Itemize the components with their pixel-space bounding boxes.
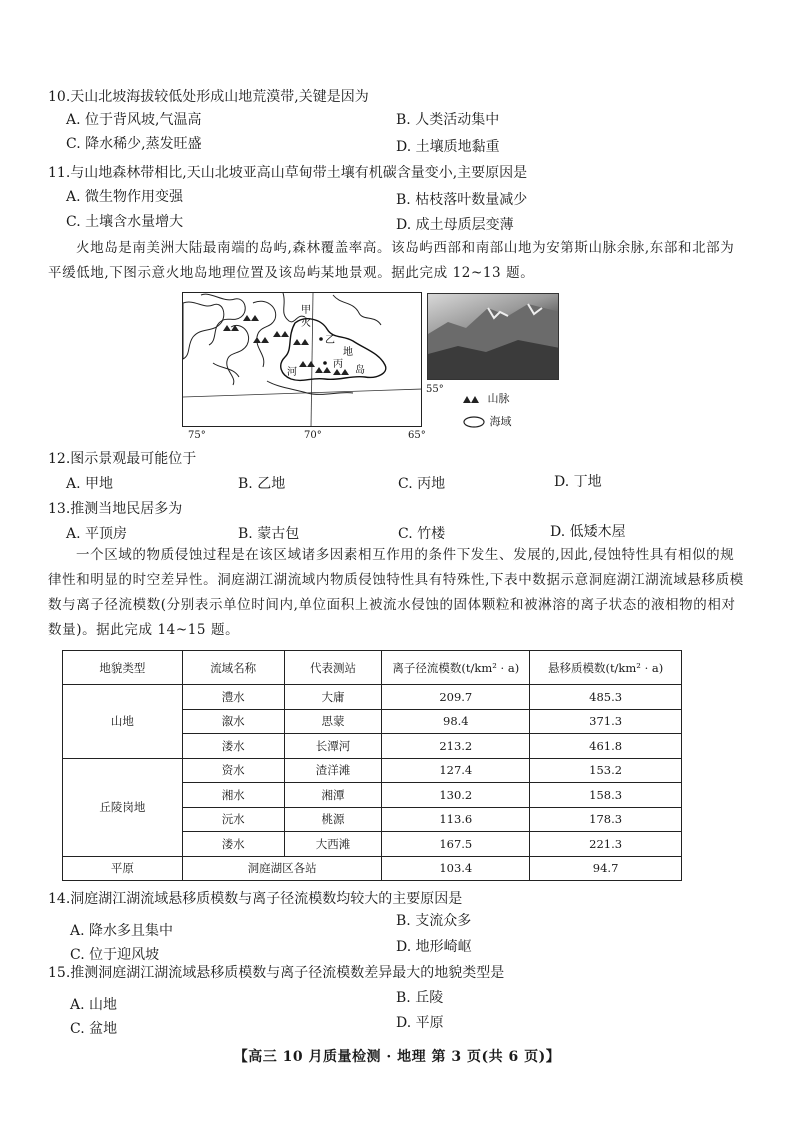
question-11-option-d: D. 成土母质层变薄 [396, 217, 514, 233]
page-footer: 【高三 10 月质量检测 · 地理 第 3 页(共 6 页)】 [233, 1049, 561, 1065]
mountain-icon [315, 367, 331, 373]
ion-runoff-value: 127.4 [382, 758, 530, 783]
longitude-label-65: 65° [408, 430, 426, 441]
question-13-option-c: C. 竹楼 [398, 526, 446, 542]
suspended-value: 221.3 [530, 832, 682, 857]
question-10-option-d: D. 土壤质地黏重 [396, 139, 500, 155]
legend-mountain-label: 山脉 [487, 392, 510, 405]
table-header-row [63, 651, 682, 685]
ion-runoff-value: 213.2 [382, 734, 530, 759]
map-label-huo: 火 [301, 318, 311, 329]
landform-hill: 丘陵岗地 [63, 758, 183, 856]
station-name: 大庸 [284, 685, 382, 710]
station-name: 渣洋滩 [284, 758, 382, 783]
suspended-value: 461.8 [530, 734, 682, 759]
question-11-stem: 11.与山地森林带相比,天山北坡亚高山草甸带土壤有机碳含量变小,主要原因是 [48, 165, 528, 181]
question-14-stem: 14.洞庭湖江湖流域悬移质模数与离子径流模数均较大的主要原因是 [48, 891, 463, 907]
question-15-option-c: C. 盆地 [70, 1021, 118, 1037]
question-10-stem: 10.天山北坡海拔较低处形成山地荒漠带,关键是因为 [48, 89, 369, 105]
ion-runoff-value: 209.7 [382, 685, 530, 710]
station-name: 桃源 [284, 807, 382, 832]
station-name: 洞庭湖区各站 [182, 856, 382, 881]
basin-name: 澧水 [182, 685, 284, 710]
question-10-option-a: A. 位于背风坡,气温高 [66, 112, 202, 128]
question-11-option-a: A. 微生物作用变强 [66, 189, 184, 205]
landform-plain: 平原 [63, 856, 183, 881]
table-header-station: 代表测站 [284, 651, 382, 685]
question-14-option-d: D. 地形崎岖 [396, 939, 472, 955]
basin-name: 溇水 [182, 734, 284, 759]
question-14-option-a: A. 降水多且集中 [70, 923, 174, 939]
latitude-label-55: 55° [426, 384, 444, 395]
mountain-icon [293, 339, 309, 345]
question-10-option-c: C. 降水稀少,蒸发旺盛 [66, 136, 202, 152]
question-13-option-d: D. 低矮木屋 [550, 524, 626, 540]
intro-paragraph-14-15-text: 一个区域的物质侵蚀过程是在该区域诸多因素相互作用的条件下发生、发展的,因此,侵蚀特性具有相似的规律性和明显的时空差异性。洞庭湖江湖流域内物质侵蚀特性具有特殊性,下表中数据示意洞庭湖江湖流域悬移质模数与离子径流模数(分别表示单位时间内,单位面积上被流水侵蚀的固体颗粒和被淋溶的离子状态的液相物的相对数量)。据此完成 14~15 题。 [48, 547, 744, 638]
longitude-label-75: 75° [188, 430, 206, 441]
map-label-di: 地 [343, 347, 353, 358]
station-name: 大西滩 [284, 832, 382, 857]
suspended-value: 158.3 [530, 783, 682, 808]
intro-paragraph-14-15 [48, 543, 748, 643]
basin-name: 沅水 [182, 807, 284, 832]
question-11-option-b: B. 枯枝落叶数量减少 [396, 192, 528, 208]
coastline [333, 295, 381, 325]
suspended-value: 94.7 [530, 856, 682, 881]
legend-mountain [462, 392, 510, 406]
table-row [63, 856, 682, 881]
table-header-landform: 地貌类型 [63, 651, 183, 685]
mountain-icon [253, 337, 269, 343]
map-label-he: 河 [287, 367, 297, 378]
station-name: 思蒙 [284, 709, 382, 734]
sea-legend-icon [462, 416, 486, 428]
intro-paragraph-12-13-text: 火地岛是南美洲大陆最南端的岛屿,森林覆盖率高。该岛屿西部和南部山地为安第斯山脉余脉,东部和北部为平缓低地,下图示意火地岛地理位置及该岛屿某地景观。据此完成 12~13 题。 [48, 240, 735, 281]
suspended-value: 485.3 [530, 685, 682, 710]
question-15-option-a: A. 山地 [70, 997, 118, 1013]
basin-name: 溇水 [182, 832, 284, 857]
station-name: 长潭河 [284, 734, 382, 759]
question-12-option-d: D. 丁地 [554, 474, 602, 490]
basin-name: 溆水 [182, 709, 284, 734]
suspended-value: 153.2 [530, 758, 682, 783]
question-15-option-b: B. 丘陵 [396, 990, 444, 1006]
table-header-basin: 流域名称 [182, 651, 284, 685]
question-13-option-b: B. 蒙古包 [238, 526, 300, 542]
mountain-icon [273, 331, 289, 337]
coastline [227, 325, 249, 385]
site-marker [323, 361, 327, 365]
table-row [63, 758, 682, 783]
landscape-photo [427, 293, 559, 380]
ion-runoff-value: 113.6 [382, 807, 530, 832]
question-12-option-a: A. 甲地 [66, 476, 114, 492]
suspended-value: 371.3 [530, 709, 682, 734]
question-13-option-a: A. 平顶房 [66, 526, 128, 542]
landscape-drawing [428, 294, 559, 380]
landform-mountain: 山地 [63, 685, 183, 759]
ion-runoff-value: 167.5 [382, 832, 530, 857]
latitude-line [183, 389, 422, 397]
map-label-jia: 甲 [301, 305, 311, 316]
table-row [63, 685, 682, 710]
question-15-stem: 15.推测洞庭湖江湖流域悬移质模数与离子径流模数差异最大的地貌类型是 [48, 965, 505, 981]
coastline [183, 302, 224, 359]
question-12-option-b: B. 乙地 [238, 476, 286, 492]
mountain-icon [243, 315, 259, 321]
suspended-value: 178.3 [530, 807, 682, 832]
longitude-line [311, 293, 313, 427]
longitude-label-70: 70° [304, 430, 322, 441]
tierra-del-fuego-map [182, 292, 422, 427]
intro-paragraph-12-13 [48, 236, 748, 286]
question-15-option-d: D. 平原 [396, 1015, 444, 1031]
map-label-yi: 乙 [325, 335, 335, 346]
question-14-option-c: C. 位于迎风坡 [70, 947, 160, 963]
table-header-suspended: 悬移质模数(t/km² · a) [530, 651, 682, 685]
table-header-ion-runoff: 离子径流模数(t/km² · a) [382, 651, 530, 685]
station-name: 湘潭 [284, 783, 382, 808]
mountain-icon [223, 325, 239, 331]
mountain-legend-icon [462, 394, 484, 404]
ion-runoff-value: 103.4 [382, 856, 530, 881]
ion-runoff-value: 130.2 [382, 783, 530, 808]
map-label-bing: 丙 [333, 359, 343, 370]
legend-sea [462, 415, 512, 429]
mountain-icon [299, 361, 315, 367]
basin-name: 湘水 [182, 783, 284, 808]
map-drawing [183, 293, 422, 427]
basin-name: 资水 [182, 758, 284, 783]
question-14-option-b: B. 支流众多 [396, 913, 472, 929]
site-marker [319, 337, 323, 341]
coastline [201, 294, 245, 345]
question-11-option-c: C. 土壤含水量增大 [66, 214, 184, 230]
legend-sea-label: 海域 [489, 415, 512, 428]
erosion-data-table [62, 650, 682, 881]
question-12-option-c: C. 丙地 [398, 476, 446, 492]
question-10-option-b: B. 人类活动集中 [396, 112, 500, 128]
question-12-stem: 12.图示景观最可能位于 [48, 451, 197, 467]
coastline [213, 363, 239, 377]
map-label-dao: 岛 [355, 365, 365, 376]
question-13-stem: 13.推测当地民居多为 [48, 501, 183, 517]
ion-runoff-value: 98.4 [382, 709, 530, 734]
coastline [253, 301, 276, 367]
